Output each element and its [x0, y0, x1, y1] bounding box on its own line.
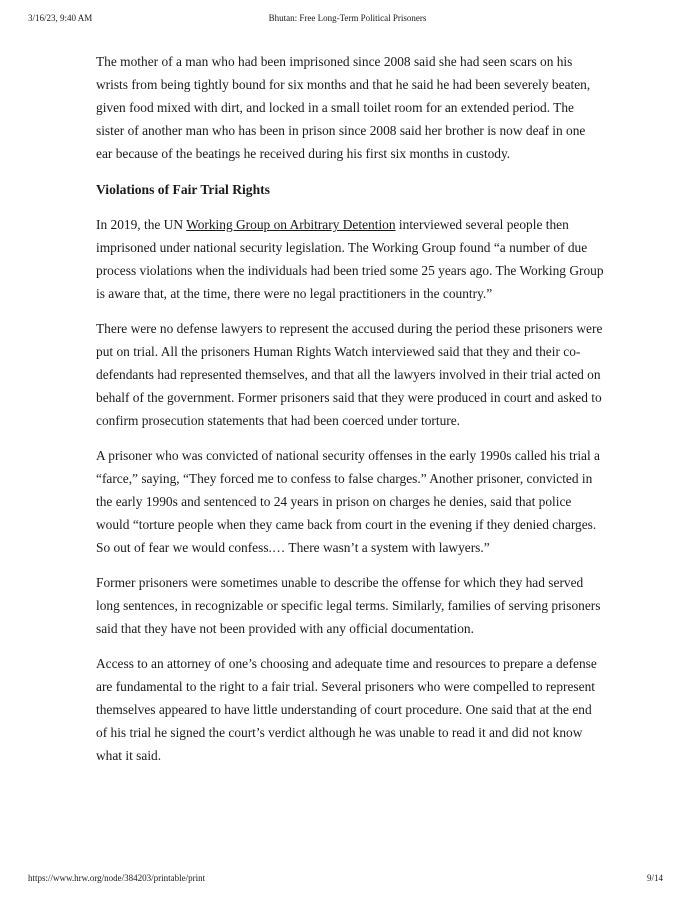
- paragraph-no-lawyers: There were no defense lawyers to represent the accused during the period these prisoners were put on trial. All the prisoners Human Rights Watch interviewed said that they and their co-defendants had represented themselves, and that all the lawyers involved in their trial acted on behalf of the government. Former prisoners said that they were produced in court and asked to confirm prosecution statements that had been coerced under torture.: [96, 321, 603, 428]
- paragraph-offenses: Former prisoners were sometimes unable to describe the offense for which they had served long sentences, in recognizable or specific legal terms. Similarly, families of serving prisoners said that they have not been provided with any official documentation.: [96, 575, 601, 636]
- section-heading: Violations of Fair Trial Rights: [96, 182, 270, 197]
- print-datetime: 3/16/23, 9:40 AM: [28, 13, 93, 23]
- paragraph-torture-scars: The mother of a man who had been imprisoned since 2008 said she had seen scars on his wrists from being tightly bound for six months and that he said he had been severely beaten, given food mixed with dirt, and locked in a small toilet room for an extended period. The sister of another man who has been in prison since 2008 said her brother is now deaf in one ear because of the beatings he received during his first six months in custody.: [96, 54, 591, 161]
- page-title: Bhutan: Free Long-Term Political Prisoners: [268, 13, 427, 23]
- print-url: https://www.hrw.org/node/384203/printable/print: [28, 873, 206, 883]
- paragraph-working-group: [96, 213, 604, 305]
- paragraph-text: In 2019, the UN: [96, 217, 187, 232]
- paragraph-farce: A prisoner who was convicted of national security offenses in the early 1990s called his trial a “farce,” saying, “They forced me to confess to false charges.” Another prisoner, convicted in the early 1990s and sentenced to 24 years in prison on charges he denies, said that police would “torture people when they came back from court in the evening if they denied charges. So out of fear we would confess.… There wasn’t a system with lawyers.”: [96, 448, 600, 555]
- paragraph-attorney-access: Access to an attorney of one’s choosing and adequate time and resources to prepare a defense are fundamental to the right to a fair trial. Several prisoners who were compelled to represent themselves appeared to have little understanding of court procedure. One said that at the end of his trial he signed the court’s verdict although he was unable to read it and did not know what it said.: [96, 656, 597, 763]
- working-group-link[interactable]: Working Group on Arbitrary Detention: [186, 217, 396, 232]
- page-number: 9/14: [646, 873, 663, 883]
- paragraph-text: interviewed several people then imprisoned under national security legislation. The Working Group found “a number of due process violations when the individuals had been tried some 25 years ago. The Working Group is aware that, at the time, there were no legal practitioners in the country.”: [96, 217, 604, 301]
- article-body: [96, 50, 604, 779]
